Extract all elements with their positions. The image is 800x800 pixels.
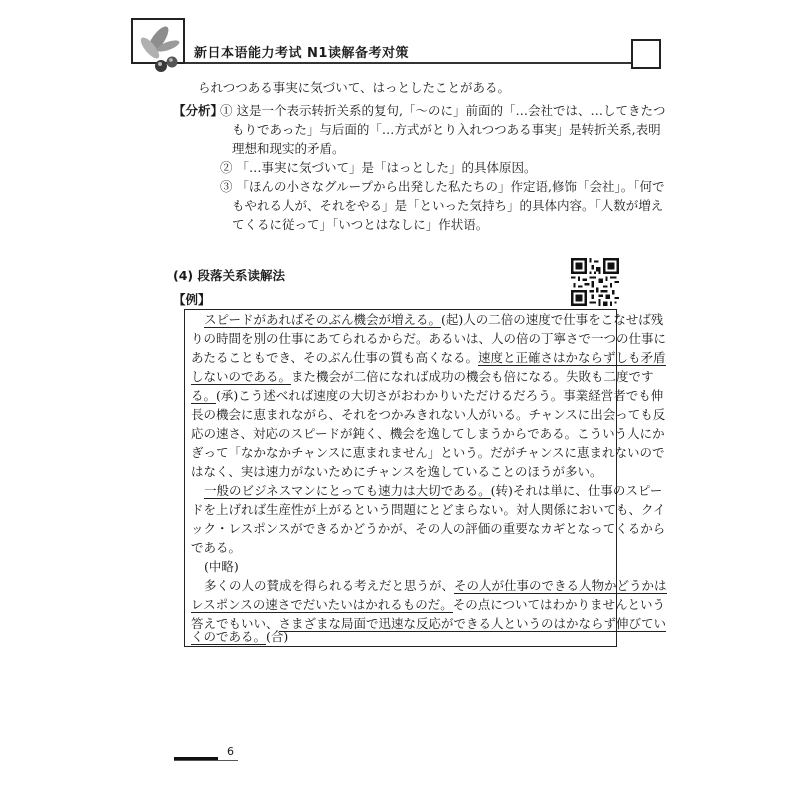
footer-rule bbox=[174, 760, 238, 761]
passage-line-6: 長の機会に恵まれながら、それをつかみきれない人がいる。チャンスに出会っても反 bbox=[191, 407, 666, 422]
passage-line-16: レスポンスの速さでだいたいはかれるものだ。その点についてはわかりませんという bbox=[191, 597, 666, 612]
page-number: 6 bbox=[227, 745, 234, 758]
running-header-title: 新日本语能力考试 N1读解备考对策 bbox=[194, 46, 409, 61]
passage-line-8: ぎって「なかなかチャンスに恵まれません」という。だがチャンスに恵まれないので bbox=[191, 445, 665, 460]
analysis-top-line: られつつある事実に気づいて、はっとしたことがある。 bbox=[198, 80, 511, 95]
key-sentence-underline: 速度と正確さはかならずしも矛盾 bbox=[478, 350, 666, 365]
passage-line-14: (中略) bbox=[204, 559, 239, 574]
passage-line-17: 答えでもいい、さまざまな局面で迅速な反応ができる人というのはかならず伸びてい bbox=[191, 616, 667, 631]
analysis-item-1-line-1: ① 这是一个表示转折关系的复句,「〜のに」前面的「…会社では、…してきたつ bbox=[220, 103, 666, 118]
key-sentence-underline: しないのである。 bbox=[191, 369, 292, 384]
passage-line-3: あたることもでき、そのぶん仕事の質も高くなる。速度と正確さはかならずしも矛盾 bbox=[191, 350, 666, 365]
olive-branch-icon bbox=[128, 20, 188, 78]
analysis-item-3-line-3: てくるに従って」「いつとはなしに」作状语。 bbox=[232, 217, 489, 232]
passage-line-7: 応の速さ、対応のスピードが鈍く、機会を逸してしまうからである。こういう人にか bbox=[191, 426, 665, 441]
header-corner-square-right bbox=[631, 39, 661, 69]
analysis-item-1-line-3: 理想和现实的矛盾。 bbox=[232, 141, 345, 156]
analysis-label: 【分析】 bbox=[173, 103, 224, 118]
key-sentence-underline: る。 bbox=[191, 388, 217, 403]
analysis-item-3-line-1: ③ 「ほんの小さなグループから出発した私たちの」作定语,修饰「会社」。「何で bbox=[220, 179, 665, 194]
analysis-item-1-line-2: もりであった」与后面的「…方式がとり入れつつある事実」是转折关系,表明 bbox=[232, 122, 661, 137]
passage-line-11: ドを上げれば生産性が上がるという問題にとどまらない。対人関係においても、クイ bbox=[191, 502, 666, 517]
header-rule bbox=[185, 62, 631, 64]
qr-code[interactable] bbox=[571, 258, 619, 306]
passage-line-15: 多くの人の賛成を得られる考えだと思うが、その人が仕事のできる人物かどうかは bbox=[204, 578, 667, 593]
key-sentence-underline: レスポンスの速さでだいたいはかれるものだ。 bbox=[191, 597, 453, 612]
key-sentence-underline: その人が仕事のできる人物かどうかは bbox=[454, 578, 667, 593]
example-label: 【例】 bbox=[173, 292, 211, 307]
analysis-item-2-line-1: ② 「…事実に気づいて」是「はっとした」的具体原因。 bbox=[220, 160, 537, 175]
analysis-item-3-line-2: もやれる人が、それをやる」是「といった気持ち」的具体内容。「人数が増え bbox=[232, 198, 664, 213]
passage-line-5: る。(承)こう述べれば速度の大切さがおわかりいただけるだろう。事業経営者でも伸 bbox=[191, 388, 664, 403]
passage-line-4: しないのである。また機会が二倍になれば成功の機会も倍になる。失敗も二度です bbox=[191, 369, 654, 384]
section-heading: (4) 段落关系读解法 bbox=[173, 268, 285, 283]
key-sentence-underline: スピードがあればそのぶん機会が増える。 bbox=[204, 312, 442, 327]
passage-line-18: くのである。(合) bbox=[191, 629, 289, 644]
key-sentence-underline: くのである。 bbox=[191, 629, 267, 644]
passage-line-13: である。 bbox=[191, 540, 242, 555]
passage-line-12: ック・レスポンスができるかどうかが、その人の評価の重要なカギとなってくるから bbox=[191, 521, 666, 536]
passage-line-2: りの時間を別の仕事にあてられるからだ。あるいは、人の倍の丁寧さで一つの仕事に bbox=[191, 331, 667, 346]
key-sentence-underline: さまざまな局面で迅速な反応ができる人というのはかならず伸びてい bbox=[278, 616, 667, 631]
passage-line-1: スピードがあればそのぶん機会が増える。(起)人の二倍の速度で仕事をこなせば残 bbox=[204, 312, 664, 327]
key-sentence-underline: 一般のビジネスマンにとっても速力は大切である。 bbox=[204, 483, 491, 498]
passage-line-9: はなく、実は速力がないためにチャンスを逸していることのほうが多い。 bbox=[191, 464, 603, 479]
passage-line-10: 一般のビジネスマンにとっても速力は大切である。(转)それは単に、仕事のスピー bbox=[204, 483, 663, 498]
